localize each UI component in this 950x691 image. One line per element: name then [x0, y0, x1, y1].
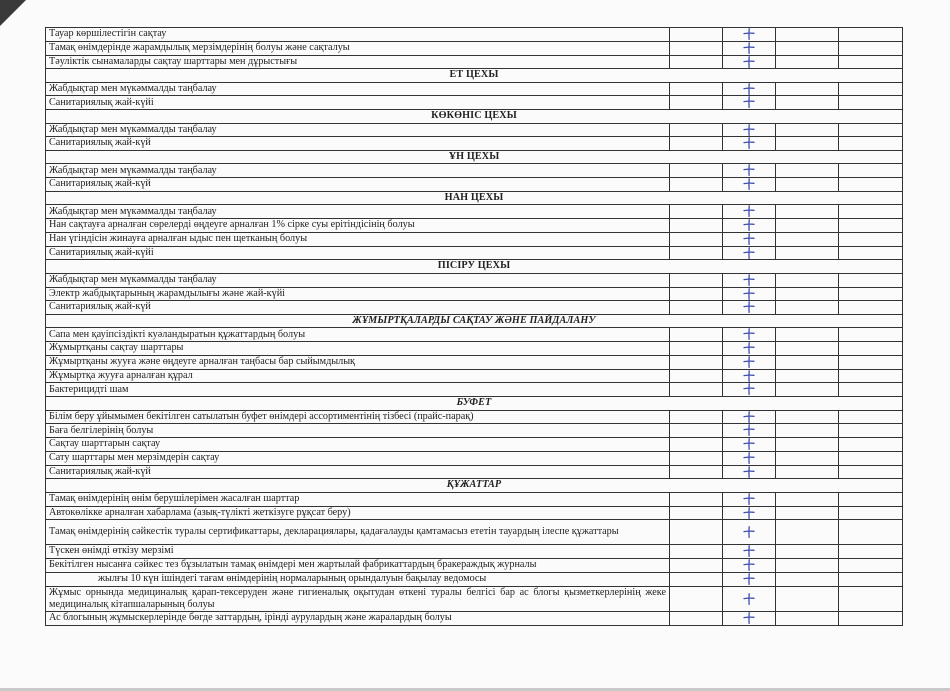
checklist-row	[46, 246, 903, 260]
checklist-row	[46, 572, 903, 586]
checklist-row	[46, 137, 903, 151]
handwritten-plus-icon	[743, 247, 755, 259]
checklist-item-text: Санитариялық жай-күйі	[46, 246, 670, 260]
empty-cell	[670, 28, 723, 42]
mark-cell	[723, 342, 776, 356]
checklist-row	[46, 451, 903, 465]
empty-cell	[839, 287, 903, 301]
checklist-item-text: Жұмыртқаны сақтау шарттары	[46, 342, 670, 356]
handwritten-plus-icon	[743, 424, 755, 436]
empty-cell	[776, 96, 839, 110]
handwritten-plus-icon	[743, 96, 755, 108]
empty-cell	[839, 520, 903, 545]
checklist-item-text: Баға белгілерінің болуы	[46, 424, 670, 438]
mark-cell	[723, 506, 776, 520]
checklist-row	[46, 328, 903, 342]
empty-cell	[839, 205, 903, 219]
handwritten-plus-icon	[743, 83, 755, 95]
mark-cell	[723, 273, 776, 287]
checklist-item-text: Нан үгіндісін жинауға арналған ыдыс пен щетканың болуы	[46, 232, 670, 246]
handwritten-plus-icon	[743, 137, 755, 149]
empty-cell	[776, 355, 839, 369]
mark-cell	[723, 545, 776, 559]
empty-cell	[670, 559, 723, 573]
section-header-row	[46, 151, 903, 164]
empty-cell	[839, 41, 903, 55]
mark-cell	[723, 572, 776, 586]
handwritten-plus-icon	[743, 301, 755, 313]
handwritten-plus-icon	[743, 466, 755, 478]
mark-cell	[723, 424, 776, 438]
mark-cell	[723, 369, 776, 383]
empty-cell	[670, 41, 723, 55]
checklist-item-text: Жабдықтар мен мүкәммалды таңбалау	[46, 205, 670, 219]
empty-cell	[670, 369, 723, 383]
section-header-row	[46, 315, 903, 328]
empty-cell	[776, 301, 839, 315]
empty-cell	[670, 424, 723, 438]
empty-cell	[776, 328, 839, 342]
empty-cell	[839, 545, 903, 559]
empty-cell	[670, 572, 723, 586]
empty-cell	[670, 383, 723, 397]
checklist-row	[46, 273, 903, 287]
checklist-item-text: Жабдықтар мен мүкәммалды таңбалау	[46, 123, 670, 137]
handwritten-plus-icon	[743, 342, 755, 354]
checklist-row	[46, 96, 903, 110]
empty-cell	[776, 55, 839, 69]
empty-cell	[670, 301, 723, 315]
mark-cell	[723, 465, 776, 479]
empty-cell	[839, 451, 903, 465]
checklist-table	[45, 27, 903, 626]
section-header-row	[46, 260, 903, 273]
handwritten-plus-icon	[743, 288, 755, 300]
checklist-item-text: Бактерицидті шам	[46, 383, 670, 397]
handwritten-plus-icon	[743, 438, 755, 450]
empty-cell	[670, 586, 723, 612]
empty-cell	[670, 355, 723, 369]
empty-cell	[776, 232, 839, 246]
checklist-row	[46, 232, 903, 246]
handwritten-plus-icon	[743, 56, 755, 68]
empty-cell	[670, 246, 723, 260]
empty-cell	[776, 287, 839, 301]
checklist-item-text: Жұмыс орнында медициналық қарап-тексеруден және гигиеналық оқытудан өткені туралы белгісі бар ас блогы қызметкерлерінің жеке медициналық кітапшаларының болуы	[46, 586, 670, 612]
handwritten-plus-icon	[743, 205, 755, 217]
empty-cell	[839, 96, 903, 110]
handwritten-plus-icon	[743, 124, 755, 136]
empty-cell	[776, 28, 839, 42]
checklist-row	[46, 301, 903, 315]
empty-cell	[670, 545, 723, 559]
empty-cell	[776, 465, 839, 479]
section-title: БУФЕТ	[46, 397, 903, 410]
checklist-row	[46, 438, 903, 452]
checklist-row	[46, 287, 903, 301]
checklist-item-text: Тамақ өнімдерінің сәйкестік туралы сертификаттары, декларациялары, қадағалауды қамтамасыз ететін тауардың ілеспе құжаттары	[46, 520, 670, 545]
checklist-item-text: Жабдықтар мен мүкәммалды таңбалау	[46, 164, 670, 178]
empty-cell	[839, 410, 903, 424]
mark-cell	[723, 383, 776, 397]
empty-cell	[670, 342, 723, 356]
empty-cell	[839, 438, 903, 452]
handwritten-plus-icon	[743, 42, 755, 54]
empty-cell	[839, 369, 903, 383]
checklist-item-text: Сақтау шарттарын сақтау	[46, 438, 670, 452]
checklist-row	[46, 559, 903, 573]
mark-cell	[723, 178, 776, 192]
handwritten-plus-icon	[743, 274, 755, 286]
empty-cell	[839, 164, 903, 178]
empty-cell	[839, 355, 903, 369]
mark-cell	[723, 123, 776, 137]
checklist-item-text: Тамақ өнімдерінің өнім берушілерімен жасалған шарттар	[46, 492, 670, 506]
empty-cell	[670, 178, 723, 192]
checklist-row	[46, 520, 903, 545]
checklist-item-text: Сапа мен қауіпсіздікті куәландыратын құжаттардың болуы	[46, 328, 670, 342]
section-title: ҚҰЖАТТАР	[46, 479, 903, 492]
checklist-row	[46, 164, 903, 178]
empty-cell	[670, 273, 723, 287]
handwritten-plus-icon	[743, 452, 755, 464]
mark-cell	[723, 28, 776, 42]
mark-cell	[723, 205, 776, 219]
checklist-row	[46, 424, 903, 438]
empty-cell	[839, 178, 903, 192]
empty-cell	[776, 273, 839, 287]
handwritten-plus-icon	[743, 383, 755, 395]
mark-cell	[723, 612, 776, 626]
handwritten-plus-icon	[743, 178, 755, 190]
section-header-row	[46, 69, 903, 82]
empty-cell	[839, 559, 903, 573]
checklist-item-text: Жұмыртқаны жууға және өңдеуге арналған таңбасы бар сыйымдылық	[46, 355, 670, 369]
checklist-item-text: Жабдықтар мен мүкәммалды таңбалау	[46, 273, 670, 287]
empty-cell	[670, 287, 723, 301]
empty-cell	[776, 164, 839, 178]
mark-cell	[723, 137, 776, 151]
empty-cell	[839, 612, 903, 626]
checklist-item-text: Тауар көршілестігін сақтау	[46, 28, 670, 42]
mark-cell	[723, 287, 776, 301]
checklist-row	[46, 219, 903, 233]
empty-cell	[776, 520, 839, 545]
handwritten-plus-icon	[743, 493, 755, 505]
checklist-row	[46, 586, 903, 612]
mark-cell	[723, 96, 776, 110]
handwritten-plus-icon	[743, 507, 755, 519]
checklist-item-text: жылғы 10 күн ішіндегі тағам өнімдерінің нормаларының орындалуын бақылау ведомосы	[46, 572, 670, 586]
empty-cell	[839, 383, 903, 397]
empty-cell	[670, 438, 723, 452]
empty-cell	[670, 232, 723, 246]
checklist-item-text: Санитариялық жай-күй	[46, 178, 670, 192]
empty-cell	[670, 328, 723, 342]
handwritten-plus-icon	[743, 219, 755, 231]
empty-cell	[776, 545, 839, 559]
empty-cell	[839, 82, 903, 96]
checklist-row	[46, 545, 903, 559]
empty-cell	[776, 492, 839, 506]
handwritten-plus-icon	[743, 612, 755, 624]
section-title: КӨКӨНІС ЦЕХЫ	[46, 110, 903, 123]
checklist-row	[46, 342, 903, 356]
mark-cell	[723, 55, 776, 69]
empty-cell	[670, 164, 723, 178]
mark-cell	[723, 586, 776, 612]
checklist-item-text: Санитариялық жай-күй	[46, 137, 670, 151]
empty-cell	[839, 301, 903, 315]
checklist-row	[46, 465, 903, 479]
mark-cell	[723, 492, 776, 506]
checklist-row	[46, 383, 903, 397]
empty-cell	[670, 123, 723, 137]
empty-cell	[839, 506, 903, 520]
empty-cell	[776, 451, 839, 465]
mark-cell	[723, 82, 776, 96]
checklist-row	[46, 82, 903, 96]
empty-cell	[670, 219, 723, 233]
empty-cell	[839, 246, 903, 260]
checklist-item-text: Санитариялық жай-күй	[46, 465, 670, 479]
empty-cell	[839, 572, 903, 586]
section-header-row	[46, 479, 903, 492]
empty-cell	[839, 137, 903, 151]
empty-cell	[776, 586, 839, 612]
mark-cell	[723, 301, 776, 315]
section-title: НАН ЦЕХЫ	[46, 191, 903, 204]
empty-cell	[776, 246, 839, 260]
handwritten-plus-icon	[743, 526, 755, 538]
empty-cell	[670, 612, 723, 626]
checklist-item-text: Ас блогының жұмыскерлерінде бөгде заттардың, ірінді аурулардың және жаралардың болуы	[46, 612, 670, 626]
checklist-item-text: Санитариялық жай-күйі	[46, 96, 670, 110]
handwritten-plus-icon	[743, 233, 755, 245]
empty-cell	[776, 410, 839, 424]
empty-cell	[670, 137, 723, 151]
empty-cell	[839, 465, 903, 479]
empty-cell	[776, 41, 839, 55]
empty-cell	[776, 612, 839, 626]
checklist-row	[46, 41, 903, 55]
checklist-row	[46, 205, 903, 219]
scan-corner-fold	[0, 0, 26, 26]
checklist-item-text: Сату шарттары мен мерзімдерін сақтау	[46, 451, 670, 465]
checklist-row	[46, 28, 903, 42]
empty-cell	[670, 410, 723, 424]
mark-cell	[723, 219, 776, 233]
mark-cell	[723, 355, 776, 369]
mark-cell	[723, 328, 776, 342]
section-header-row	[46, 110, 903, 123]
empty-cell	[839, 342, 903, 356]
checklist-row	[46, 506, 903, 520]
empty-cell	[776, 123, 839, 137]
empty-cell	[776, 424, 839, 438]
checklist-item-text: Жұмыртқа жууға арналған құрал	[46, 369, 670, 383]
empty-cell	[839, 424, 903, 438]
section-header-row	[46, 397, 903, 410]
empty-cell	[839, 55, 903, 69]
checklist-row	[46, 55, 903, 69]
mark-cell	[723, 232, 776, 246]
handwritten-plus-icon	[743, 356, 755, 368]
checklist-row	[46, 123, 903, 137]
checklist-item-text: Нан сақтауға арналған сөрелерді өңдеуге арналған 1% сірке суы ерітіндісінің болуы	[46, 219, 670, 233]
checklist-row	[46, 355, 903, 369]
mark-cell	[723, 164, 776, 178]
mark-cell	[723, 41, 776, 55]
empty-cell	[776, 438, 839, 452]
empty-cell	[839, 273, 903, 287]
empty-cell	[776, 205, 839, 219]
checklist-item-text: Білім беру ұйымымен бекітілген сатылатын буфет өнімдері ассортиментінің тізбесі (прайс-парақ)	[46, 410, 670, 424]
handwritten-plus-icon	[743, 559, 755, 571]
empty-cell	[776, 369, 839, 383]
section-title: ЕТ ЦЕХЫ	[46, 69, 903, 82]
checklist-item-text: Тәуліктік сынамаларды сақтау шарттары мен дұрыстығы	[46, 55, 670, 69]
checklist-row	[46, 369, 903, 383]
empty-cell	[670, 55, 723, 69]
handwritten-plus-icon	[743, 573, 755, 585]
empty-cell	[839, 219, 903, 233]
checklist-item-text: Жабдықтар мен мүкәммалды таңбалау	[46, 82, 670, 96]
mark-cell	[723, 520, 776, 545]
handwritten-plus-icon	[743, 164, 755, 176]
checklist-row	[46, 410, 903, 424]
empty-cell	[776, 342, 839, 356]
empty-cell	[776, 82, 839, 96]
checklist-item-text: Тамақ өнімдерінде жарамдылық мерзімдерінің болуы және сақталуы	[46, 41, 670, 55]
checklist-item-text: Бекітілген нысанға сәйкес тез бұзылатын тамақ өнімдері мен жартылай фабрикаттардың бракераждық журналы	[46, 559, 670, 573]
empty-cell	[670, 451, 723, 465]
empty-cell	[839, 123, 903, 137]
handwritten-plus-icon	[743, 593, 755, 605]
empty-cell	[670, 520, 723, 545]
checklist-row	[46, 178, 903, 192]
checklist-item-text: Түскен өнімді өткізу мерзімі	[46, 545, 670, 559]
empty-cell	[670, 492, 723, 506]
mark-cell	[723, 410, 776, 424]
empty-cell	[839, 232, 903, 246]
section-header-row	[46, 191, 903, 204]
section-title: ПІСІРУ ЦЕХЫ	[46, 260, 903, 273]
checklist-row	[46, 612, 903, 626]
handwritten-plus-icon	[743, 28, 755, 40]
empty-cell	[670, 205, 723, 219]
checklist-row	[46, 492, 903, 506]
section-title: ҰН ЦЕХЫ	[46, 151, 903, 164]
mark-cell	[723, 246, 776, 260]
empty-cell	[776, 506, 839, 520]
empty-cell	[670, 506, 723, 520]
handwritten-plus-icon	[743, 545, 755, 557]
empty-cell	[776, 219, 839, 233]
mark-cell	[723, 559, 776, 573]
empty-cell	[776, 383, 839, 397]
empty-cell	[670, 82, 723, 96]
empty-cell	[776, 572, 839, 586]
empty-cell	[776, 559, 839, 573]
checklist-item-text: Санитариялық жай-күй	[46, 301, 670, 315]
empty-cell	[839, 586, 903, 612]
handwritten-plus-icon	[743, 411, 755, 423]
empty-cell	[776, 137, 839, 151]
checklist-body	[46, 28, 903, 626]
handwritten-plus-icon	[743, 328, 755, 340]
checklist-item-text: Электр жабдықтарының жарамдылығы және жай-күйі	[46, 287, 670, 301]
empty-cell	[670, 96, 723, 110]
checklist-item-text: Автокөлікке арналған хабарлама (азық-түлікті жеткізуге рұқсат беру)	[46, 506, 670, 520]
section-title: ЖҰМЫРТҚАЛАРДЫ САҚТАУ ЖӘНЕ ПАЙДАЛАНУ	[46, 315, 903, 328]
empty-cell	[839, 328, 903, 342]
empty-cell	[839, 492, 903, 506]
handwritten-plus-icon	[743, 370, 755, 382]
empty-cell	[776, 178, 839, 192]
mark-cell	[723, 451, 776, 465]
mark-cell	[723, 438, 776, 452]
empty-cell	[670, 465, 723, 479]
empty-cell	[839, 28, 903, 42]
